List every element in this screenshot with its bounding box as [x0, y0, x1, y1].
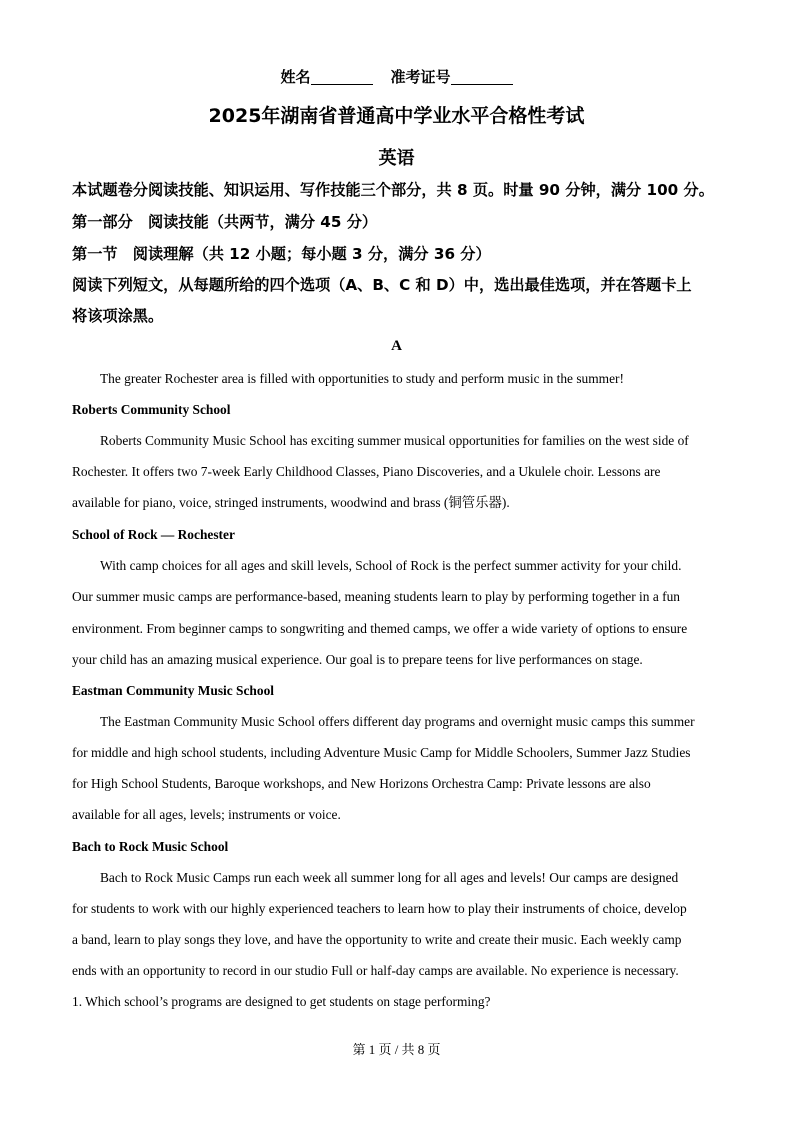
exam-title: 2025年湖南省普通高中学业水平合格性考试	[208, 105, 585, 127]
paragraph-line: Rochester. It offers two 7-week Early Childhood Classes, Piano Discoveries, and a Ukulele choir. Lessons are	[72, 464, 661, 479]
paragraph-line: available for piano, voice, stringed instruments, woodwind and brass (铜管乐器).	[72, 495, 510, 510]
id-label: 准考证号	[390, 68, 451, 86]
id-blank	[451, 70, 513, 85]
passage-intro: The greater Rochester area is filled with opportunities to study and perform music in the summer!	[100, 371, 624, 386]
instructions-line: 本试题卷分阅读技能、知识运用、写作技能三个部分，共 8 页。时量 90 分钟，满分 100 分。	[72, 181, 714, 199]
paragraph-line: Our summer music camps are performance-based, meaning students learn to play by performing together in a fun	[72, 589, 680, 604]
paragraph-line: for High School Students, Baroque workshops, and New Horizons Orchestra Camp: Private lessons are also	[72, 776, 651, 791]
paragraph-line: Roberts Community Music School has exciting summer musical opportunities for families on the west side of	[100, 433, 689, 448]
paragraph-line: available for all ages, levels; instruments or voice.	[72, 807, 341, 822]
paragraph-line: for middle and high school students, including Adventure Music Camp for Middle Schoolers, Summer Jazz Studies	[72, 745, 691, 760]
passage-letter: A	[391, 338, 402, 354]
school-heading: Roberts Community School	[72, 402, 231, 417]
name-blank	[311, 70, 373, 85]
school-heading: Bach to Rock Music School	[72, 839, 229, 854]
directions-line-2: 将该项涂黑。	[72, 307, 164, 325]
paragraph-line: environment. From beginner camps to songwriting and themed camps, we offer a wide variety of options to ensure	[72, 621, 688, 636]
name-label: 姓名	[280, 68, 311, 86]
section-heading: 第一节 阅读理解（共 12 小题；每小题 3 分，满分 36 分）	[72, 245, 491, 263]
subject-title: 英语	[378, 148, 415, 169]
paragraph-line: for students to work with our highly experienced teachers to learn how to play their instruments of choice, develop	[72, 901, 687, 916]
school-heading: School of Rock — Rochester	[72, 527, 235, 542]
candidate-info-line	[0, 66, 793, 87]
question-1: 1. Which school’s programs are designed to get students on stage performing?	[72, 994, 491, 1009]
part-heading: 第一部分 阅读技能（共两节，满分 45 分）	[72, 213, 378, 231]
paragraph-line: ends with an opportunity to record in our studio Full or half-day camps are available. No experience is necessary.	[72, 963, 679, 978]
directions-line-1: 阅读下列短文，从每题所给的四个选项（A、B、C 和 D）中，选出最佳选项，并在答题卡上	[72, 276, 692, 294]
paragraph-line: a band, learn to play songs they love, and have the opportunity to write and create their music. Each weekly camp	[72, 932, 682, 947]
paragraph-line: Bach to Rock Music Camps run each week all summer long for all ages and levels! Our camps are designed	[100, 870, 679, 885]
school-heading: Eastman Community Music School	[72, 683, 274, 698]
page-number-footer: 第 1 页 / 共 8 页	[352, 1042, 441, 1057]
paragraph-line: With camp choices for all ages and skill levels, School of Rock is the perfect summer activity for your child.	[100, 558, 682, 573]
paragraph-line: The Eastman Community Music School offers different day programs and overnight music camps this summer	[100, 714, 695, 729]
paragraph-line: your child has an amazing musical experience. Our goal is to prepare teens for live performances on stage.	[72, 652, 643, 667]
